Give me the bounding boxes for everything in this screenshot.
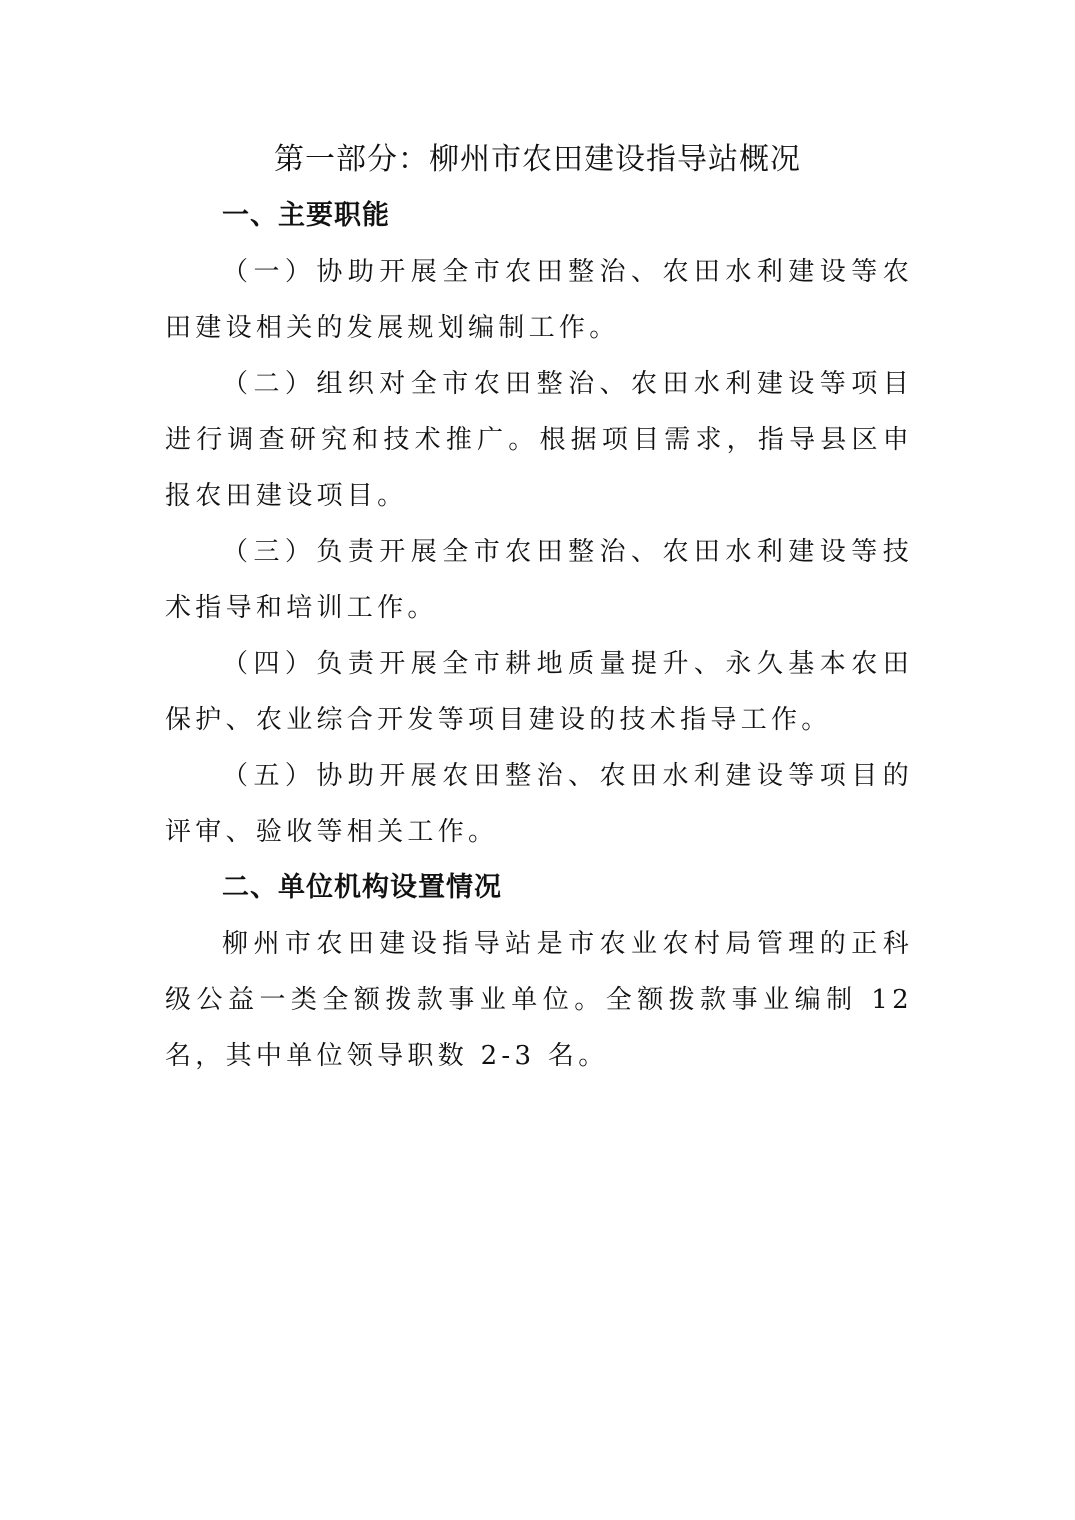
function-item-5: （五）协助开展农田整治、农田水利建设等项目的评审、验收等相关工作。: [165, 761, 913, 847]
function-item-1: （一）协助开展全市农田整治、农田水利建设等农田建设相关的发展规划编制工作。: [165, 257, 913, 343]
section-heading-organization: 二、单位机构设置情况: [222, 872, 502, 903]
function-item-3: （三）负责开展全市农田整治、农田水利建设等技术指导和培训工作。: [165, 537, 913, 623]
organization-paragraph: 柳州市农田建设指导站是市农业农村局管理的正科级公益一类全额拨款事业单位。全额拨款事业编制 12 名，其中单位领导职数 2-3 名。: [165, 929, 913, 1071]
function-item-4: （四）负责开展全市耕地质量提升、永久基本农田保护、农业综合开发等项目建设的技术指导工作。: [165, 649, 913, 735]
function-item-2: （二）组织对全市农田整治、农田水利建设等项目进行调查研究和技术推广。根据项目需求，指导县区申报农田建设项目。: [165, 369, 913, 511]
document-title: 第一部分：柳州市农田建设指导站概况: [274, 142, 801, 177]
section-heading-main-functions: 一、主要职能: [222, 200, 390, 231]
